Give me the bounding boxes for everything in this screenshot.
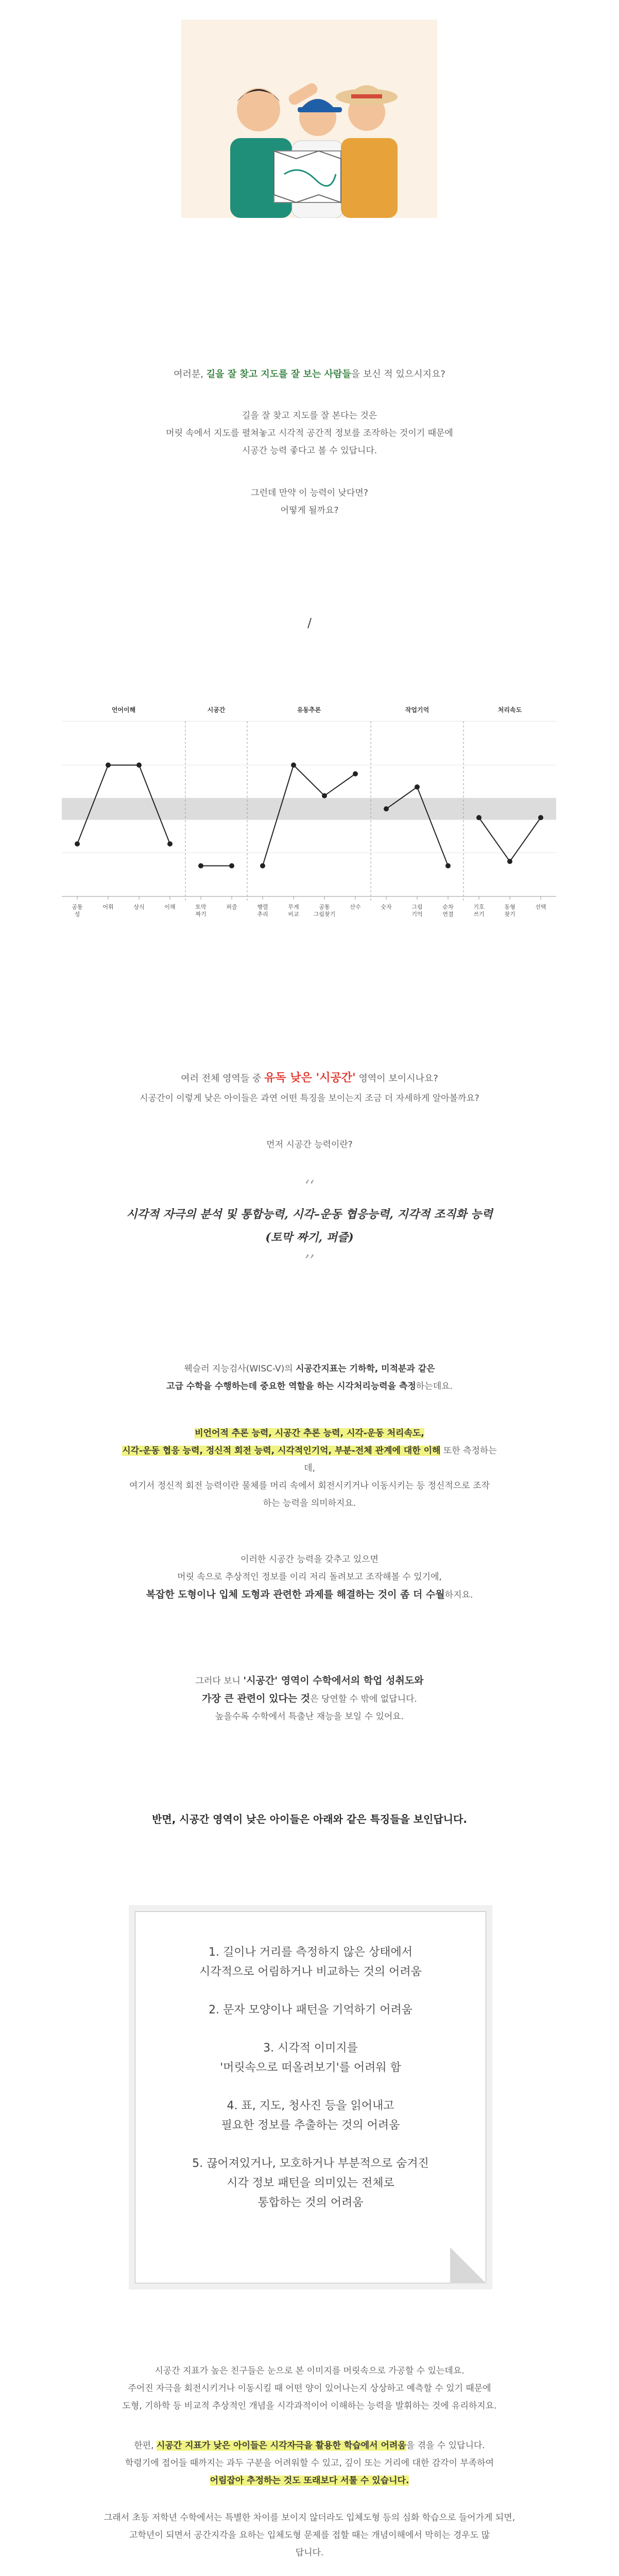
definition-text: 시각적 자극의 분석 및 통합능력, 시각–운동 협응능력, 지각적 조직화 능력 xyxy=(126,1208,493,1221)
relation-bold: 가장 큰 관련이 있다는 것 xyxy=(202,1693,311,1704)
relation-text: 높을수록 수학에서 특출난 재능을 보일 수 있어요. xyxy=(215,1711,404,1722)
travelers-illustration xyxy=(181,20,437,218)
x-tick-label: 어휘 xyxy=(102,904,114,910)
x-tick-label: 공통 그림찾기 xyxy=(313,904,336,918)
data-point xyxy=(136,762,142,768)
index-label: 작업기억 xyxy=(405,706,429,714)
high-spatial-text: 주어진 자극을 회전시키거나 이동시킬 때 어떤 양이 있어나는지 상상하고 예측할 수 있기 때문에 xyxy=(128,2383,491,2394)
x-tick-label: 퍼즐 xyxy=(226,904,237,910)
characteristics-list xyxy=(135,1912,486,2213)
x-tick-label: 무게 비교 xyxy=(288,904,299,918)
intro-text-end: 을 보신 적 있으시지요? xyxy=(351,369,445,380)
characteristic-line: 필요한 정보를 추출하는 것의 어려움 xyxy=(221,2119,400,2132)
definition-subtext: (토막 짜기, 퍼즐) xyxy=(265,1231,354,1244)
intro-line: 시공간 능력 좋다고 볼 수 있답니다. xyxy=(242,446,377,456)
x-tick-label: 토막 짜기 xyxy=(195,904,207,918)
intro-question xyxy=(0,366,619,383)
data-point xyxy=(445,863,451,869)
characteristic-item xyxy=(135,2039,486,2078)
low-spatial-text: 을 겪을 수 있답니다. xyxy=(406,2441,485,2451)
data-point xyxy=(415,785,420,790)
abilities-highlight: 시각-운동 협응 능력, 정신적 회전 능력, 시각적인기억, 부분-전체 관계에 대한 이해 xyxy=(122,1446,441,1456)
intro-line: 어떻게 될까요? xyxy=(280,505,339,516)
x-tick-label: 산수 xyxy=(350,904,361,910)
index-label: 언어이해 xyxy=(111,706,136,714)
index-label: 유동추론 xyxy=(297,706,321,714)
profile-chart-svg xyxy=(51,701,566,933)
x-tick-label: 공통 성 xyxy=(72,904,83,918)
average-band xyxy=(62,798,556,820)
intro-line: 그런데 만약 이 능력이 낮다면? xyxy=(251,488,368,498)
x-tick-label: 순차 연결 xyxy=(442,904,454,918)
benefit-text: 머릿 속으로 추상적인 정보를 이리 저리 돌려보고 조작해볼 수 있기에, xyxy=(177,1572,442,1582)
data-point xyxy=(384,806,389,811)
characteristic-item xyxy=(135,2154,486,2213)
grade-text: 그래서 초등 저학년 수학에서는 특별한 차이를 보이지 않더라도 입체도형 등의 심화 학습으로 들어가게 되면, xyxy=(104,2513,515,2523)
data-point xyxy=(322,793,327,799)
relation-text: 그러다 보니 xyxy=(195,1676,244,1686)
data-point xyxy=(106,762,111,768)
definition-intro: 먼저 시공간 능력이란? xyxy=(266,1140,353,1150)
relation-bold: '시공간' 영역이 수학에서의 학업 성취도와 xyxy=(243,1675,424,1686)
question-text-end: 영역이 보이시나요? xyxy=(355,1073,438,1084)
intro-line: 머릿 속에서 지도를 펼쳐놓고 시각적 공간적 정보를 조작하는 것이기 때문에 xyxy=(166,428,453,438)
benefit-text: 이러한 시공간 능력을 갖추고 있으면 xyxy=(240,1554,379,1565)
characteristic-line: 시각 정보 패턴을 의미있는 전체로 xyxy=(227,2177,394,2190)
intro-paragraph xyxy=(0,407,619,460)
low-spatial-highlight: 시공간 지표가 낮은 아이들은 시각자극을 활용한 학습에서 어려움 xyxy=(156,2441,406,2451)
index-label: 처리속도 xyxy=(497,706,522,714)
characteristic-line: 3. 시각적 이미지를 xyxy=(263,2042,358,2055)
question-highlight-spatial: '시공간' xyxy=(316,1072,356,1084)
benefit-text: 하지요. xyxy=(444,1590,473,1600)
data-point xyxy=(229,863,234,869)
relation-text: 은 당연할 수 밖에 없답니다. xyxy=(310,1694,417,1704)
abilities-text: 데, xyxy=(304,1463,315,1473)
data-point xyxy=(353,771,358,776)
abilities-text: 또한 측정하는 xyxy=(440,1446,497,1456)
characteristic-line: 통합하는 것의 어려움 xyxy=(257,2196,364,2209)
wisc-description xyxy=(0,1360,619,1395)
x-tick-label: 그림 기억 xyxy=(411,904,423,918)
low-spatial-heading: 반면, 시공간 영역이 낮은 아이들은 아래와 같은 특징들을 보인답니다. xyxy=(152,1813,467,1825)
data-point xyxy=(260,863,265,869)
grade-text: 고학년이 되면서 공간지각을 요하는 입체도형 문제를 접할 때는 개념이해에서 막히는 경우도 많 xyxy=(129,2530,490,2540)
low-spatial-paragraph xyxy=(0,2437,619,2489)
profile-chart xyxy=(51,701,566,933)
wisc-text: 웩슬러 지능검사(WISC-V)의 xyxy=(184,1364,296,1374)
low-spatial-text: 학령기에 접어들 때까지는 과두 구분을 어려워할 수 있고, 깊이 또는 거리에 대한 감각이 부족하여 xyxy=(125,2458,494,2468)
characteristic-line: 4. 표, 지도, 청사진 등을 읽어내고 xyxy=(227,2099,394,2112)
question-text: 여러 전체 영역들 중 xyxy=(181,1073,265,1084)
low-spatial-text: 한편, xyxy=(134,2441,157,2451)
x-tick-label: 숫자 xyxy=(381,904,392,910)
open-quote-mark: ‘‘ xyxy=(304,1177,315,1195)
series-line xyxy=(479,818,541,861)
page-curl-corner xyxy=(450,2247,486,2283)
intro-highlight: 길을 잘 찾고 지도를 잘 보는 사람들 xyxy=(206,369,351,380)
wisc-text: 하는데요. xyxy=(416,1381,453,1392)
close-quote-mark: ’’ xyxy=(304,1252,315,1270)
lowest-area-question xyxy=(0,1069,619,1085)
abilities-highlight: 비언어적 추론 능력, 시공간 추론 능력, 시각-운동 처리속도, xyxy=(195,1428,424,1438)
characteristic-line: 시각적으로 어림하거나 비교하는 것의 어려움 xyxy=(199,1965,422,1978)
grade-paragraph xyxy=(0,2509,619,2562)
x-tick-label: 상식 xyxy=(133,904,145,910)
x-tick-label: 동형 찾기 xyxy=(504,904,515,918)
data-point xyxy=(75,841,80,846)
measured-abilities xyxy=(0,1425,619,1512)
hero-illustration xyxy=(181,20,437,218)
data-point xyxy=(198,863,203,869)
question-highlight: 유독 낮은 xyxy=(264,1072,316,1084)
intro-line: 길을 잘 찾고 지도를 잘 본다는 것은 xyxy=(242,411,377,421)
x-tick-label: 선택 xyxy=(535,904,546,910)
characteristic-line: 2. 문자 모양이나 패턴을 기억하기 어려움 xyxy=(209,2004,412,2016)
abilities-text: 하는 능력을 의미하지요. xyxy=(263,1498,356,1509)
wisc-bold: 고급 수학을 수행하는데 중요한 역할을 하는 시각처리능력을 측정 xyxy=(166,1381,416,1392)
spatial-benefit xyxy=(0,1551,619,1604)
slash-divider: / xyxy=(307,616,312,630)
grade-text: 답니다. xyxy=(295,2548,324,2558)
characteristic-item xyxy=(135,1943,486,1982)
high-spatial-paragraph xyxy=(0,2362,619,2415)
high-spatial-text: 시공간 지표가 높은 친구들은 눈으로 본 이미지를 머릿속으로 가공할 수 있는데요. xyxy=(154,2366,465,2376)
benefit-bold: 복잡한 도형이나 입체 도형과 관련한 과제를 해결하는 것이 좀 더 수월 xyxy=(146,1589,445,1600)
data-point xyxy=(476,815,482,820)
high-spatial-text: 도형, 기하학 등 비교적 추상적인 개념을 시각과적이어 이해하는 능력을 발휘하는 것에 유리하지요. xyxy=(122,2401,497,2411)
data-point xyxy=(291,762,296,768)
characteristic-line: 5. 끊어져있거나, 모호하거나 부분적으로 숨겨진 xyxy=(192,2157,429,2170)
characteristic-item xyxy=(135,2001,486,2020)
question-subtext: 시공간이 이렇게 낮은 아이들은 과연 어떤 특징을 보이는지 조금 더 자세하게 알아볼까요? xyxy=(140,1093,479,1104)
x-tick-label: 행렬 추리 xyxy=(257,904,268,918)
data-point xyxy=(167,841,173,846)
x-tick-label: 이해 xyxy=(164,904,176,910)
characteristic-item xyxy=(135,2096,486,2136)
data-point xyxy=(507,859,512,864)
intro-text: 여러분, xyxy=(174,369,207,380)
math-relation xyxy=(0,1672,619,1725)
characteristic-line: 1. 길이나 거리를 측정하지 않은 상태에서 xyxy=(209,1946,412,1959)
x-tick-label: 기호 쓰기 xyxy=(473,904,485,918)
characteristics-box xyxy=(135,1911,486,2283)
wisc-bold: 시공간지표는 기하학, 미적분과 같은 xyxy=(296,1364,435,1374)
intro-question-2 xyxy=(0,484,619,519)
abilities-text: 여기서 정신적 회전 능력이란 물체를 머리 속에서 회전시키거나 이동시키는 등 정신적으로 조작 xyxy=(129,1481,490,1491)
characteristic-line: '머릿속으로 떠올려보기'를 어려워 함 xyxy=(220,2061,401,2074)
index-label: 시공간 xyxy=(207,706,226,714)
data-point xyxy=(538,815,543,820)
low-spatial-highlight: 어림잡아 추정하는 것도 또래보다 서툴 수 있습니다. xyxy=(210,2476,409,2486)
